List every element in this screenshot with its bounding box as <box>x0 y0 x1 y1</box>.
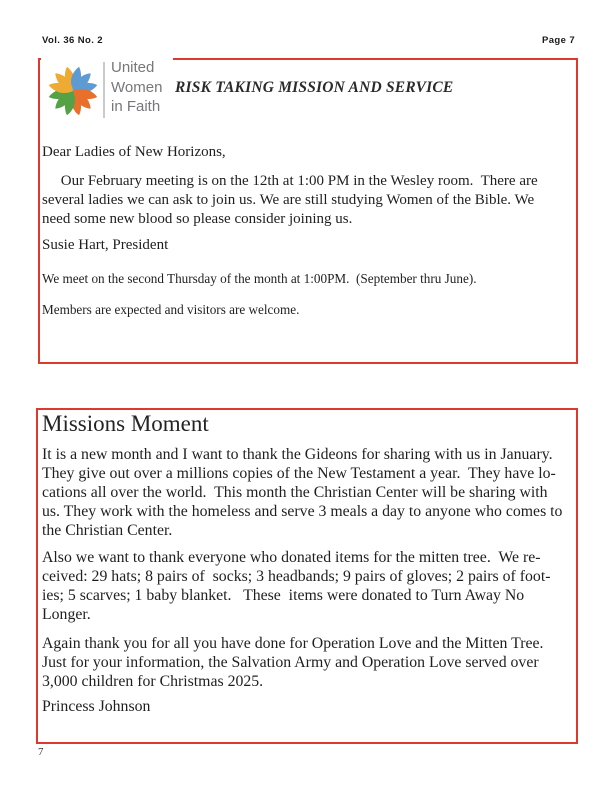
meeting-note: We meet on the second Thursday of the month at 1:00PM. (September thru June). <box>42 271 477 286</box>
text-line: need some new blood so please consider joining us. <box>42 211 353 227</box>
president-message-box <box>38 58 578 364</box>
text-line: several ladies we can ask to join us. We are still studying Women of the Bible. We <box>42 192 535 208</box>
visitors-note: Members are expected and visitors are welcome. <box>42 302 300 317</box>
paragraph <box>42 445 562 540</box>
text-line: ies; 5 scarves; 1 baby blanket. These items were donated to Turn Away No <box>42 587 525 604</box>
wordmark-line: Women <box>111 78 163 96</box>
missions-moment-heading: Missions Moment <box>42 411 209 436</box>
united-women-in-faith-logo <box>41 50 173 128</box>
paragraph <box>42 548 550 624</box>
pinwheel-icon <box>46 60 100 122</box>
section-title: RISK TAKING MISSION AND SERVICE <box>175 79 454 96</box>
text-line: It is a new month and I want to thank the Gideons for sharing with us in January. <box>42 446 553 463</box>
text-line: They give out over a millions copies of the New Testament a year. They have lo- <box>42 465 556 482</box>
text-line: 3,000 children for Christmas 2025. <box>42 673 264 690</box>
text-line: Just for your information, the Salvation Army and Operation Love served over <box>42 654 539 671</box>
text-line: cations all over the world. This month the Christian Center will be sharing with <box>42 484 548 501</box>
logo-divider <box>103 62 105 118</box>
paragraph <box>42 634 543 691</box>
wordmark-line: United <box>111 59 155 76</box>
signature: Princess Johnson <box>42 698 151 715</box>
text-line: Longer. <box>42 606 91 623</box>
signature: Susie Hart, President <box>42 237 169 253</box>
text-line: Again thank you for all you have done for Operation Love and the Mitten Tree. <box>42 635 544 652</box>
header-volume-label: Vol. 36 No. 2 <box>42 35 103 46</box>
wordmark-line: in Faith <box>111 98 161 115</box>
text-line: Also we want to thank everyone who donated items for the mitten tree. We re- <box>42 549 541 566</box>
logo-wordmark <box>111 58 162 117</box>
header-page-label: Page 7 <box>541 35 575 46</box>
salutation: Dear Ladies of New Horizons, <box>42 144 226 160</box>
text-line: ceived: 29 hats; 8 pairs of socks; 3 headbands; 9 pairs of gloves; 2 pairs of foot- <box>42 568 551 585</box>
footer-page-number: 7 <box>38 746 44 758</box>
text-line: the Christian Center. <box>42 522 173 539</box>
text-line: Our February meeting is on the 12th at 1:00 PM in the Wesley room. There are <box>42 173 538 189</box>
paragraph <box>42 172 538 229</box>
text-line: us. They work with the homeless and serve 3 meals a day to anyone who comes to <box>42 503 563 520</box>
missions-moment-box <box>36 408 578 744</box>
